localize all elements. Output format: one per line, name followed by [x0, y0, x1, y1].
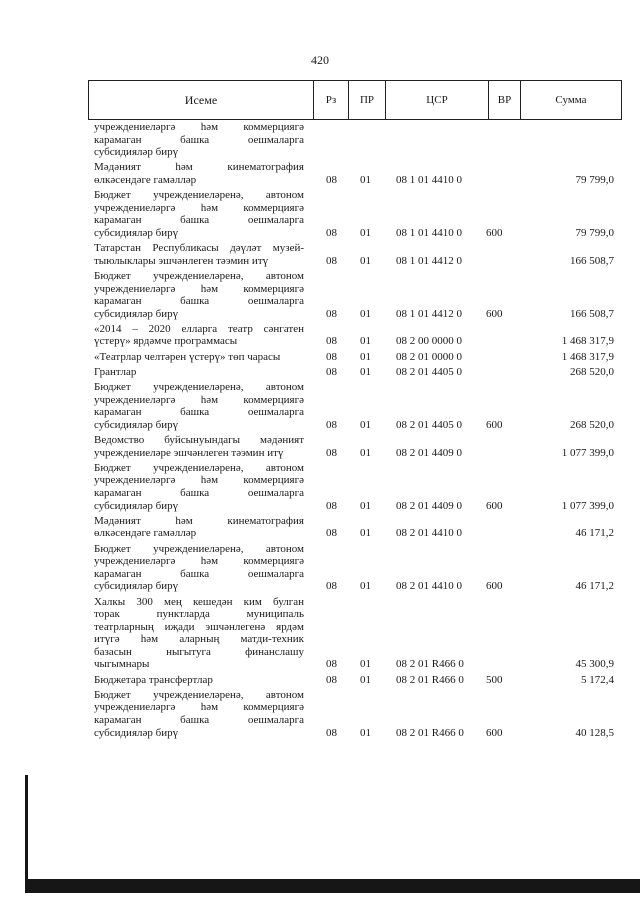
row-vr: 600 — [486, 418, 503, 431]
row-name-line: театрларның иҗади эшчәнлегенә ярдәм — [94, 620, 304, 633]
row-pr: 01 — [360, 365, 371, 378]
row-name-line: базасын ныгытуга финанслашу — [94, 645, 304, 658]
row-name — [94, 434, 304, 459]
row-csr: 08 1 01 4410 0 — [396, 173, 462, 186]
row-name-line: карамаган башка оешмаларга — [94, 133, 304, 146]
row-csr: 08 2 01 4410 0 — [396, 580, 462, 593]
row-name-line: Бюджет учреждениеләренә, автоном — [94, 189, 304, 202]
row-name — [94, 189, 304, 239]
table-row — [94, 270, 614, 320]
row-name-line: Бюджет учреждениеләренә, автоном — [94, 542, 304, 555]
row-name-line: Ведомство буйсынуындагы мәдәният — [94, 434, 304, 446]
row-name-line: учреждениеләргә һәм коммерциягә — [94, 393, 304, 406]
table-body — [94, 121, 614, 742]
header-name: Исеме — [89, 81, 314, 119]
row-name — [94, 242, 304, 267]
row-rz: 08 — [326, 335, 337, 348]
row-sum: 79 799,0 — [575, 226, 614, 239]
row-name-line: карамаган башка оешмаларга — [94, 295, 304, 308]
header-csr: ЦСР — [386, 81, 489, 119]
row-rz: 08 — [326, 673, 337, 686]
row-name — [94, 381, 304, 431]
row-name-line: Бюджет учреждениеләренә, автоном — [94, 269, 304, 282]
row-vr: 600 — [486, 580, 503, 593]
row-name-line: үстерү» ярдәмче программасы — [94, 335, 238, 348]
row-sum: 268 520,0 — [570, 418, 614, 431]
row-sum: 5 172,4 — [581, 673, 614, 686]
row-pr: 01 — [360, 418, 371, 431]
row-sum: 45 300,9 — [575, 658, 614, 671]
row-name-line: учреждениеләргә һәм коммерциягә — [94, 201, 304, 214]
row-sum: 1 468 317,9 — [561, 335, 614, 348]
row-name-line: чыгымнары — [94, 658, 150, 671]
header-rz: Рз — [314, 81, 349, 119]
row-rz: 08 — [326, 658, 337, 671]
header-pr: ПР — [349, 81, 386, 119]
row-name-line: «2014 – 2020 елларга театр сәнгатен — [94, 322, 304, 335]
scan-edge-bottom — [25, 879, 640, 893]
row-name-line: торак пунктларда муниципаль — [94, 608, 304, 621]
row-csr: 08 2 00 0000 0 — [396, 335, 462, 348]
table-header — [88, 80, 622, 120]
row-rz: 08 — [326, 527, 337, 540]
row-name — [94, 543, 304, 593]
row-vr: 600 — [486, 726, 503, 739]
header-vr: ВР — [489, 81, 521, 119]
row-csr: 08 2 01 0000 0 — [396, 350, 462, 363]
row-sum: 166 508,7 — [570, 307, 614, 320]
table-row — [94, 161, 614, 186]
row-pr: 01 — [360, 726, 371, 739]
row-name — [94, 515, 304, 540]
row-vr: 600 — [486, 226, 503, 239]
row-name-line: учреждениеләре эшчәнлеген тәэмин итү — [94, 446, 284, 459]
table-row — [94, 323, 614, 348]
row-csr: 08 2 01 4405 0 — [396, 418, 462, 431]
row-name-line: Халкы 300 мең кешедән ким булган — [94, 595, 304, 608]
table-row — [94, 351, 614, 364]
row-rz: 08 — [326, 173, 337, 186]
page-number: 420 — [311, 53, 329, 67]
row-name-line: карамаган башка оешмаларга — [94, 486, 304, 499]
table-row — [94, 366, 614, 379]
header-sum: Сумма — [555, 94, 587, 106]
row-pr: 01 — [360, 446, 371, 459]
row-pr: 01 — [360, 499, 371, 512]
row-sum: 1 077 399,0 — [561, 499, 614, 512]
row-name — [94, 674, 304, 687]
row-name — [94, 596, 304, 672]
row-name-line: итүгә һәм аларның матди-техник — [94, 633, 304, 646]
row-rz: 08 — [326, 226, 337, 239]
row-name-line: карамаган башка оешмаларга — [94, 406, 304, 419]
row-csr: 08 2 01 4410 0 — [396, 527, 462, 540]
row-vr: 600 — [486, 499, 503, 512]
row-name-line: карамаган башка оешмаларга — [94, 714, 304, 727]
row-pr: 01 — [360, 527, 371, 540]
table-row — [94, 515, 614, 540]
row-name-line: өлкәсендәге гамәлләр — [94, 527, 197, 540]
row-name — [94, 270, 304, 320]
row-name-line: субсидияләр бирү — [94, 418, 179, 431]
row-csr: 08 2 01 R466 0 — [396, 726, 464, 739]
row-name-line: өлкәсендәге гамәлләр — [94, 173, 197, 186]
row-pr: 01 — [360, 307, 371, 320]
table-row — [94, 674, 614, 687]
row-csr: 08 1 01 4412 0 — [396, 307, 462, 320]
table-row — [94, 121, 614, 159]
row-rz: 08 — [326, 418, 337, 431]
row-name-line: Бюджет учреждениеләренә, автоном — [94, 381, 304, 394]
row-pr: 01 — [360, 350, 371, 363]
row-sum: 46 171,2 — [575, 580, 614, 593]
row-name-line: Бюджетара трансфертлар — [94, 673, 213, 686]
row-rz: 08 — [326, 350, 337, 363]
table-row — [94, 543, 614, 593]
row-pr: 01 — [360, 226, 371, 239]
row-rz: 08 — [326, 254, 337, 267]
row-name — [94, 323, 304, 348]
row-rz: 08 — [326, 446, 337, 459]
row-name — [94, 462, 304, 512]
row-csr: 08 2 01 R466 0 — [396, 658, 464, 671]
table-row — [94, 381, 614, 431]
row-sum: 166 508,7 — [570, 254, 614, 267]
row-name-line: учреждениеләргә һәм коммерциягә — [94, 701, 304, 714]
row-name-line: учреждениеләргә һәм коммерциягә — [94, 474, 304, 487]
row-name-line: учреждениеләргә һәм коммерциягә — [94, 282, 304, 295]
row-name-line: субсидияләр бирү — [94, 499, 179, 512]
row-pr: 01 — [360, 658, 371, 671]
row-rz: 08 — [326, 726, 337, 739]
row-rz: 08 — [326, 499, 337, 512]
row-name-line: субсидияләр бирү — [94, 726, 179, 739]
row-name-line: учреждениеләргә һәм коммерциягә — [94, 121, 304, 133]
row-csr: 08 2 01 4409 0 — [396, 446, 462, 459]
row-name — [94, 121, 304, 159]
row-name — [94, 161, 304, 186]
row-name-line: субсидияләр бирү — [94, 226, 179, 239]
table-row — [94, 462, 614, 512]
row-sum: 79 799,0 — [575, 173, 614, 186]
row-sum: 46 171,2 — [575, 527, 614, 540]
row-rz: 08 — [326, 365, 337, 378]
row-name-line: учреждениеләргә һәм коммерциягә — [94, 555, 304, 568]
row-csr: 08 2 01 R466 0 — [396, 673, 464, 686]
row-name-line: субсидияләр бирү — [94, 307, 179, 320]
row-name-line: субсидияләр бирү — [94, 580, 179, 593]
row-csr: 08 2 01 4409 0 — [396, 499, 462, 512]
row-name-line: карамаган башка оешмаларга — [94, 214, 304, 227]
row-pr: 01 — [360, 673, 371, 686]
row-rz: 08 — [326, 580, 337, 593]
row-name-line: субсидияләр бирү — [94, 146, 179, 159]
table-row — [94, 689, 614, 739]
row-pr: 01 — [360, 335, 371, 348]
table-row — [94, 434, 614, 459]
row-vr: 600 — [486, 307, 503, 320]
row-name-line: Мәдәният һәм кинематография — [94, 161, 304, 174]
row-name-line: Бюджет учреждениеләренә, автоном — [94, 461, 304, 474]
row-sum: 1 077 399,0 — [561, 446, 614, 459]
table-row — [94, 242, 614, 267]
row-sum: 1 468 317,9 — [561, 350, 614, 363]
row-name-line: «Театрлар челтәрен үстерү» төп чарасы — [94, 350, 281, 363]
row-csr: 08 2 01 4405 0 — [396, 365, 462, 378]
row-name-line: Татарстан Республикасы дәүләт музей- — [94, 242, 304, 255]
row-rz: 08 — [326, 307, 337, 320]
row-csr: 08 1 01 4412 0 — [396, 254, 462, 267]
row-name — [94, 351, 304, 364]
row-sum: 268 520,0 — [570, 365, 614, 378]
row-name-line: тыюлыклары эшчәнлеген тәэмин итү — [94, 254, 269, 267]
table-row — [94, 189, 614, 239]
row-name-line: Грантлар — [94, 365, 137, 378]
row-pr: 01 — [360, 254, 371, 267]
row-name-line: Бюджет учреждениеләренә, автоном — [94, 688, 304, 701]
row-csr: 08 1 01 4410 0 — [396, 226, 462, 239]
row-pr: 01 — [360, 580, 371, 593]
table-row — [94, 596, 614, 672]
row-name-line: карамаган башка оешмаларга — [94, 567, 304, 580]
row-sum: 40 128,5 — [575, 726, 614, 739]
row-vr: 500 — [486, 673, 503, 686]
row-name — [94, 689, 304, 739]
row-name — [94, 366, 304, 379]
scan-edge-left — [25, 775, 28, 885]
row-pr: 01 — [360, 173, 371, 186]
row-name-line: Мәдәният һәм кинематография — [94, 514, 304, 527]
